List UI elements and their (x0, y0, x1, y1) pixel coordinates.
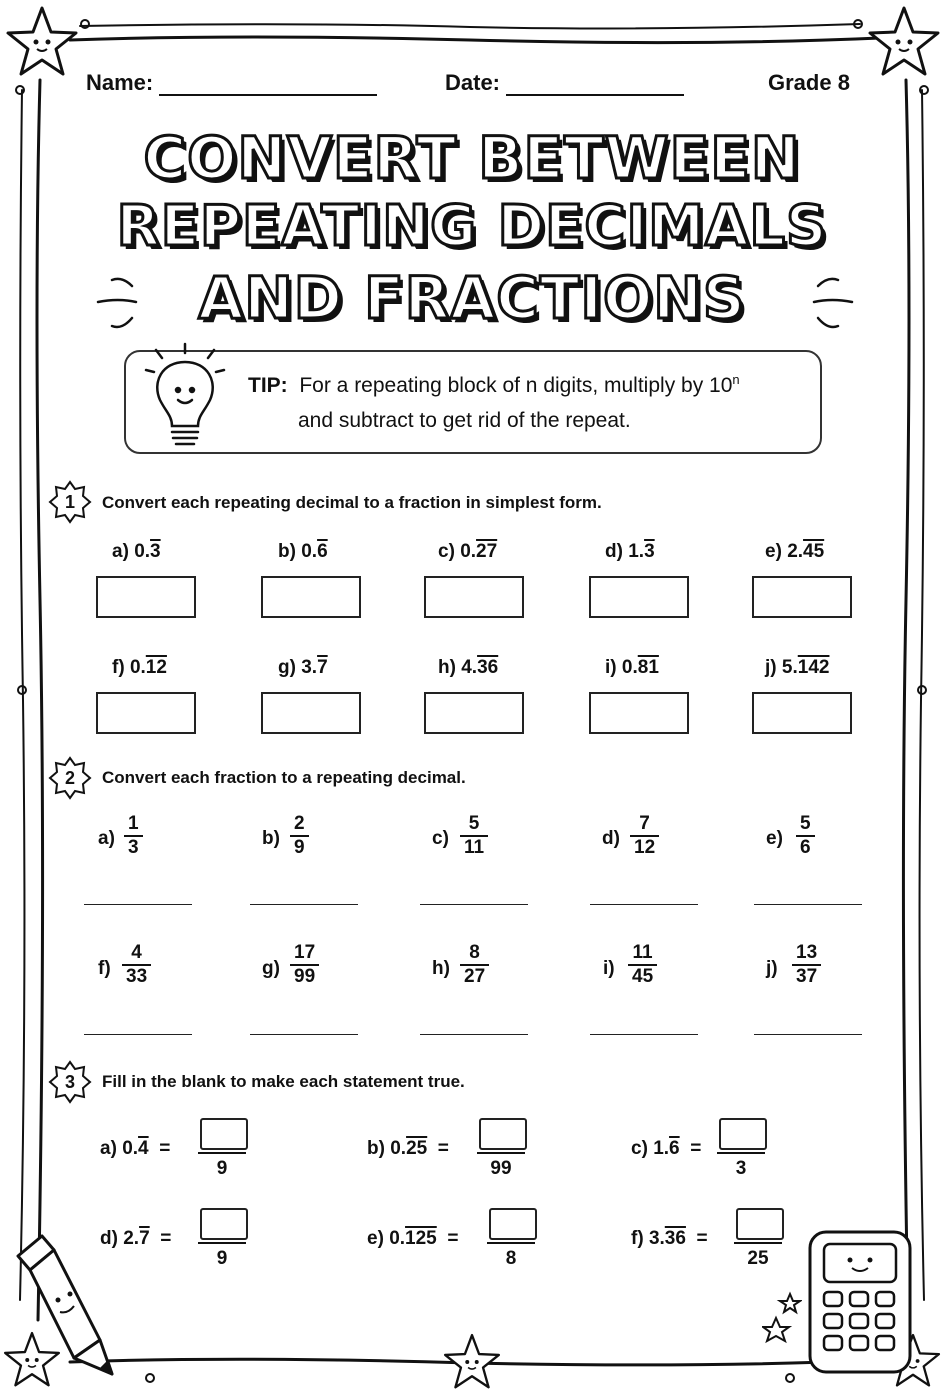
s1-question-c: c) 0.27 (438, 541, 498, 562)
s2-answer-line-c[interactable] (420, 904, 528, 905)
s2-label-b: b) (262, 828, 280, 849)
s3-blank-b[interactable] (479, 1118, 527, 1150)
s1-answer-box-c[interactable] (424, 576, 524, 618)
s2-label-f: f) (98, 958, 111, 979)
tip-label: TIP: (248, 374, 288, 397)
s2-fraction-a: $\frac{1}{3}$ (124, 813, 143, 859)
s1-question-i: i) 0.81 (605, 657, 659, 678)
s1-answer-box-b[interactable] (261, 576, 361, 618)
s2-answer-line-g[interactable] (250, 1034, 358, 1035)
s3-denominator-a: 9 (216, 1158, 228, 1179)
s2-fraction-h: $\frac{8}{27}$ (460, 942, 489, 988)
s3-denominator-e: 8 (505, 1248, 517, 1269)
tip-exponent: n (732, 372, 740, 387)
date-field (445, 70, 684, 96)
s2-fraction-j: $\frac{13}{37}$ (792, 942, 821, 988)
section-1-number: 1 (64, 492, 75, 512)
s1-answer-box-g[interactable] (261, 692, 361, 734)
name-line[interactable] (159, 70, 377, 96)
s3-question-c: c) 1.6 = (631, 1138, 702, 1159)
s2-label-d: d) (602, 828, 620, 849)
s2-label-h: h) (432, 958, 450, 979)
s2-answer-line-a[interactable] (84, 904, 192, 905)
s3-blank-e[interactable] (489, 1208, 537, 1240)
s3-denominator-c: 3 (735, 1158, 747, 1179)
s1-question-b: b) 0.6 (278, 541, 328, 562)
s3-question-f: f) 3.36 = (631, 1228, 708, 1249)
section-1-badge (48, 480, 92, 524)
s3-fraction-bar-f (734, 1242, 782, 1244)
s2-answer-line-f[interactable] (84, 1034, 192, 1035)
calculator-icon (804, 1228, 916, 1378)
star-icon (442, 1332, 502, 1392)
s3-blank-c[interactable] (719, 1118, 767, 1150)
s3-fraction-bar-a (198, 1152, 246, 1154)
sparkle-right-icon (800, 268, 860, 338)
s2-answer-line-i[interactable] (590, 1034, 698, 1035)
s1-question-h: h) 4.36 (438, 657, 499, 678)
lightbulb-icon (140, 340, 230, 460)
s1-answer-box-d[interactable] (589, 576, 689, 618)
s2-answer-line-h[interactable] (420, 1034, 528, 1035)
date-label: Date: (445, 70, 501, 95)
star-icon (866, 4, 942, 80)
s2-answer-line-e[interactable] (754, 904, 862, 905)
s2-label-a: a) (98, 828, 115, 849)
s2-label-i: i) (603, 958, 615, 979)
name-field (86, 70, 377, 96)
section-1-instruction: Convert each repeating decimal to a fraction in simplest form. (102, 493, 602, 512)
s3-denominator-b: 99 (490, 1158, 512, 1179)
s1-question-f: f) 0.12 (112, 657, 167, 678)
s3-denominator-d: 9 (216, 1248, 228, 1269)
s2-fraction-f: $\frac{4}{33}$ (122, 942, 151, 988)
name-label: Name: (86, 70, 154, 95)
s2-label-g: g) (262, 958, 280, 979)
s3-fraction-bar-c (717, 1152, 765, 1154)
pencil-icon (8, 1228, 118, 1378)
s1-question-d: d) 1.3 (605, 541, 655, 562)
section-3-number: 3 (64, 1072, 75, 1092)
s2-fraction-i: $\frac{11}{45}$ (628, 942, 657, 988)
s1-answer-box-j[interactable] (752, 692, 852, 734)
s3-question-a: a) 0.4 = (100, 1138, 171, 1159)
s2-label-c: c) (432, 828, 449, 849)
sparkle-left-icon (90, 268, 150, 338)
s3-question-e: e) 0.125 = (367, 1228, 459, 1249)
s2-label-j: j) (766, 958, 778, 979)
section-2-badge (48, 756, 92, 800)
s1-answer-box-e[interactable] (752, 576, 852, 618)
title-line-2: REPEATING DECIMALS (116, 194, 828, 259)
tip-text-1: For a repeating block of n digits, multiply by 10 (299, 374, 733, 397)
s1-answer-box-a[interactable] (96, 576, 196, 618)
star-icon (4, 4, 80, 80)
s2-label-e: e) (766, 828, 783, 849)
s3-blank-f[interactable] (736, 1208, 784, 1240)
s3-fraction-bar-b (477, 1152, 525, 1154)
s1-question-e: e) 2.45 (765, 541, 825, 562)
title-line-3: AND FRACTIONS (198, 264, 746, 332)
small-stars-icon (762, 1290, 802, 1350)
s2-answer-line-j[interactable] (754, 1034, 862, 1035)
s3-fraction-bar-d (198, 1242, 246, 1244)
s2-fraction-d: $\frac{7}{12}$ (630, 813, 659, 859)
s1-question-g: g) 3.7 (278, 657, 328, 678)
s3-blank-d[interactable] (200, 1208, 248, 1240)
s3-question-d: d) 2.7 = (100, 1228, 172, 1249)
s3-question-b: b) 0.25 = (367, 1138, 449, 1159)
title-line-1: CONVERT BETWEEN (143, 124, 801, 192)
s2-answer-line-d[interactable] (590, 904, 698, 905)
s1-question-a: a) 0.3 (112, 541, 161, 562)
s2-answer-line-b[interactable] (250, 904, 358, 905)
section-3-badge (48, 1060, 92, 1104)
section-2-number: 2 (64, 768, 75, 788)
s2-fraction-e: $\frac{5}{6}$ (796, 813, 815, 859)
s3-fraction-bar-e (487, 1242, 535, 1244)
tip-line-2: and subtract to get rid of the repeat. (298, 409, 631, 432)
s1-answer-box-h[interactable] (424, 692, 524, 734)
s1-answer-box-f[interactable] (96, 692, 196, 734)
s3-denominator-f: 25 (747, 1248, 769, 1269)
s2-fraction-g: $\frac{17}{99}$ (290, 942, 319, 988)
s2-fraction-b: $\frac{2}{9}$ (290, 813, 309, 859)
s3-blank-a[interactable] (200, 1118, 248, 1150)
grade-label: Grade 8 (768, 70, 850, 95)
s1-question-j: j) 5.142 (765, 657, 830, 678)
date-line[interactable] (506, 70, 684, 96)
section-2-instruction: Convert each fraction to a repeating decimal. (102, 768, 466, 787)
s1-answer-box-i[interactable] (589, 692, 689, 734)
section-3-instruction: Fill in the blank to make each statement true. (102, 1072, 465, 1091)
tip-line-1 (248, 372, 740, 398)
s2-fraction-c: $\frac{5}{11}$ (460, 813, 488, 859)
